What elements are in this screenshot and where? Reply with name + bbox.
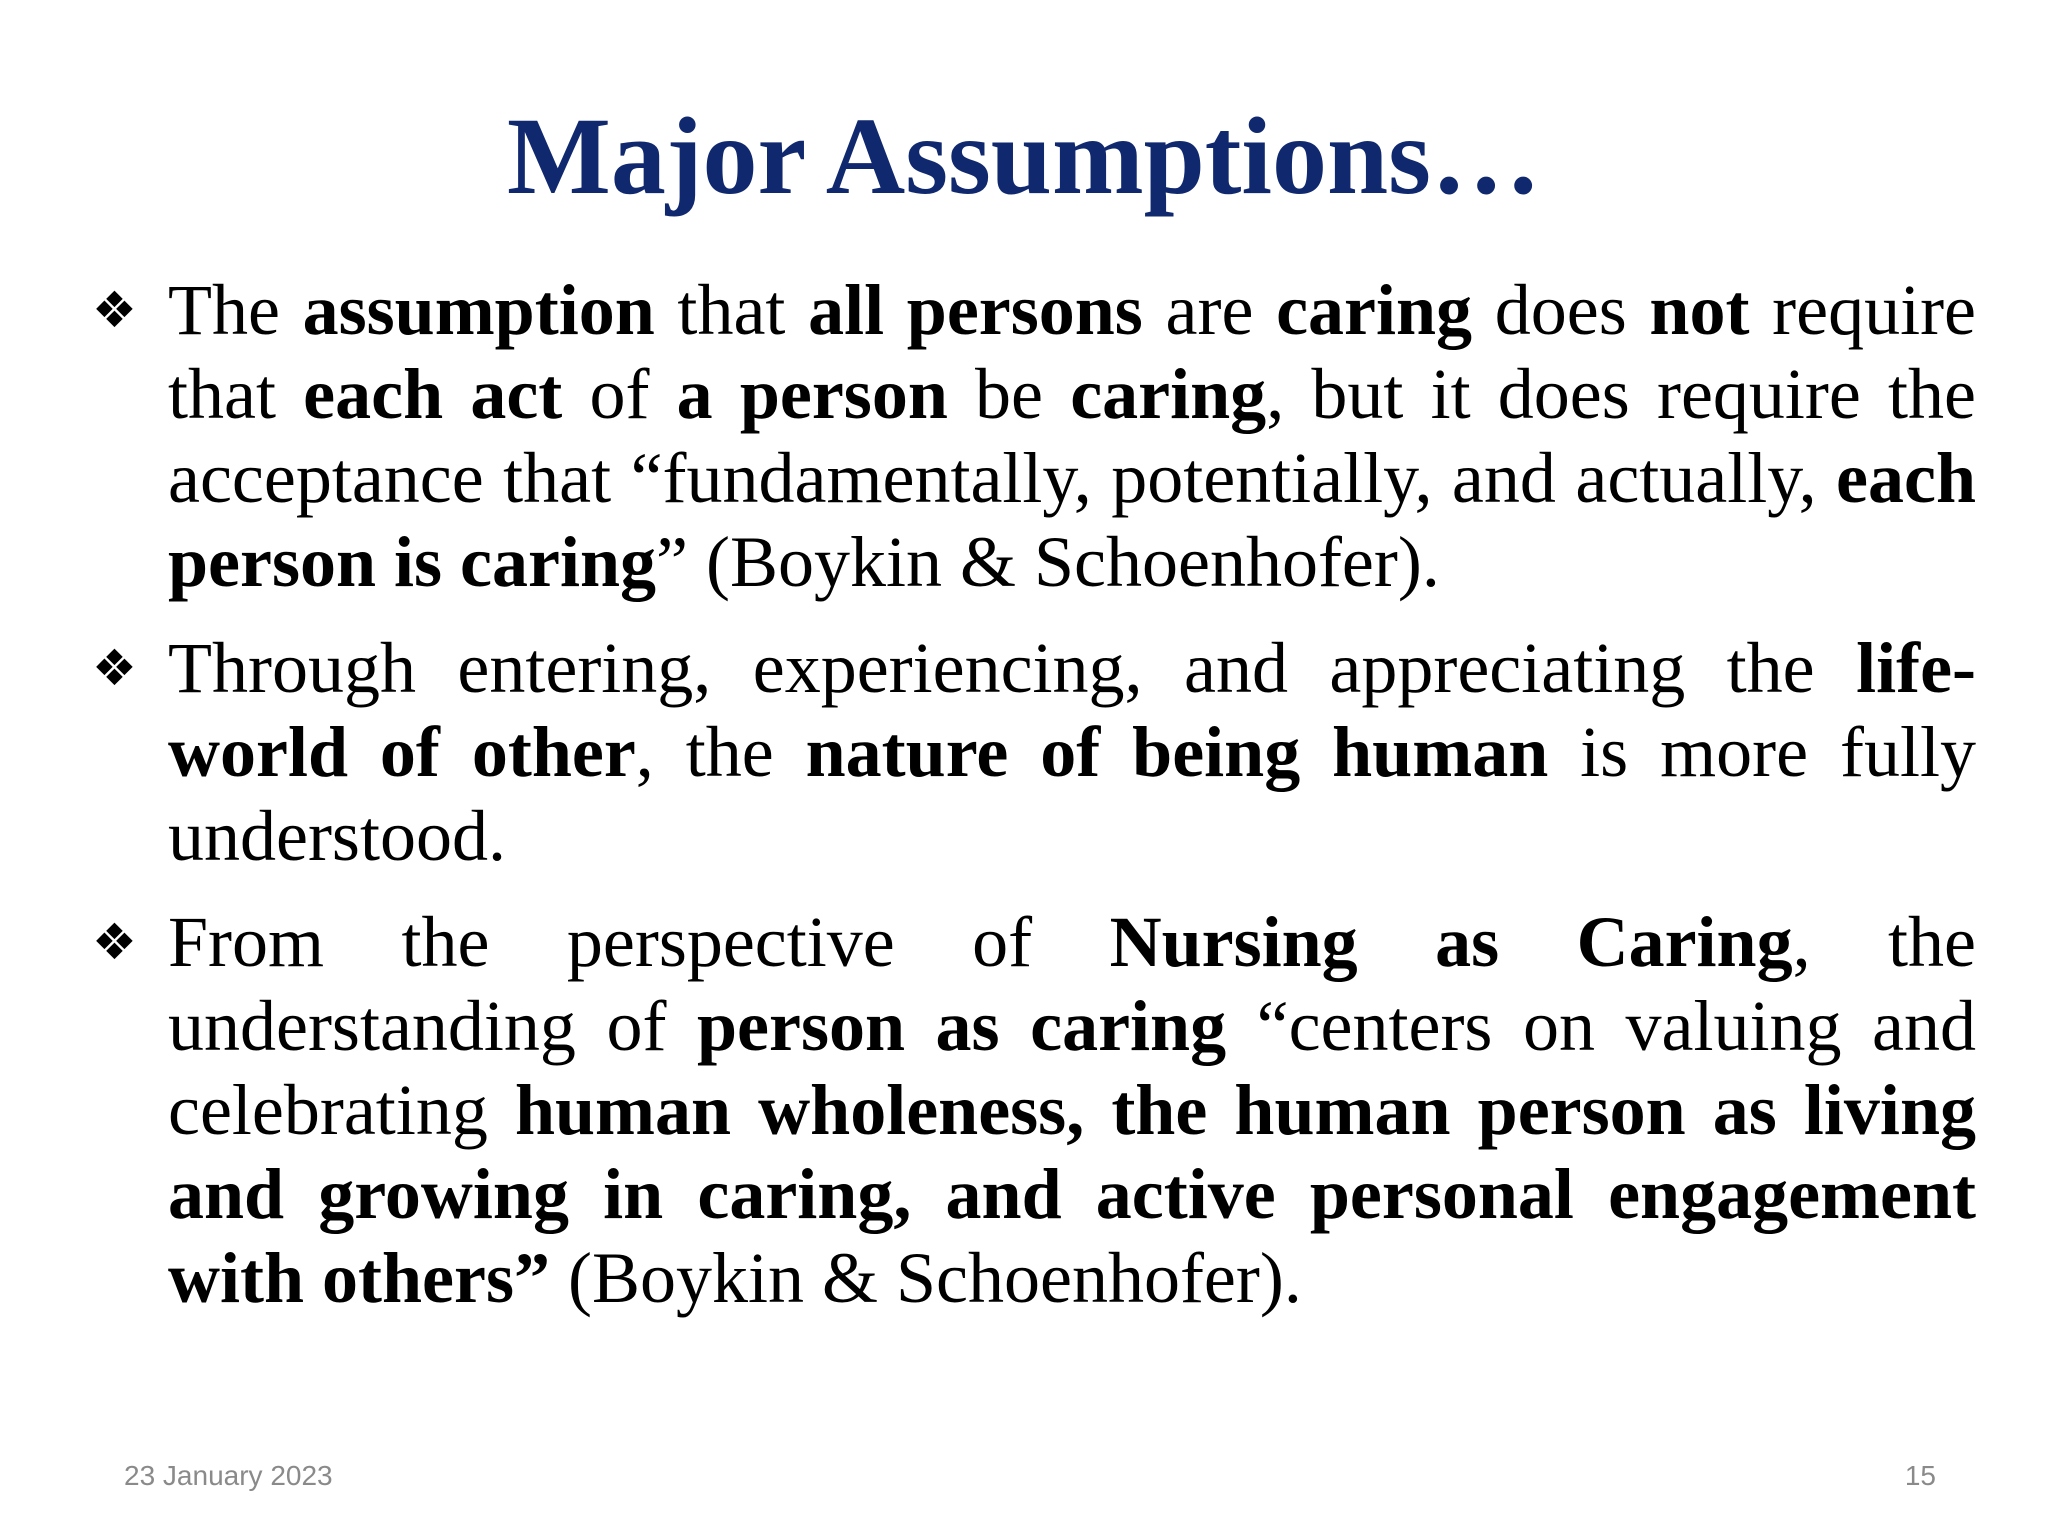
text-run: , the understanding of [168,902,1976,1066]
bullet-item-1 [92,268,1976,604]
bold-text-run: each person is caring [168,438,1976,602]
text-run: , the [635,712,806,792]
text-run: The [168,270,303,350]
text-run: require that [168,270,1977,434]
four-diamond-bullet-icon: ❖ [92,913,137,971]
text-run: ” (Boykin & Schoenhofer). [656,522,1440,602]
bold-text-run: caring [1070,354,1267,434]
text-run: does [1472,270,1650,350]
text-run: Through entering, experiencing, and appreciating the [168,628,1857,708]
bold-text-run: person as caring [696,986,1227,1066]
text-run: From the perspective of [168,902,1110,982]
bold-text-run: Nursing as Caring [1109,902,1793,982]
four-diamond-bullet-icon: ❖ [92,281,137,339]
bold-text-run: nature of being human [805,712,1549,792]
text-run: , but it does require the acceptance that “fundamentally, potentially, and actually, [168,354,1976,518]
bold-text-run: not [1649,270,1750,350]
bullet-text [168,270,1976,602]
text-run: (Boykin & Schoenhofer). [549,1238,1302,1318]
bullet-item-2 [92,626,1976,878]
bold-text-run: each act [303,354,563,434]
bold-text-run: life-world of other [168,628,1976,792]
bold-text-run: caring [1276,270,1473,350]
four-diamond-bullet-icon: ❖ [92,639,137,697]
bold-text-run: assumption [302,270,655,350]
text-run: that [654,270,809,350]
bold-text-run: human wholeness, the human person as living and growing in caring, and active personal engagement with others” [168,1070,1976,1318]
slide-number: 15 [1904,1460,1936,1491]
bullet-list [92,268,1976,1342]
text-run: is more fully understood. [168,712,1976,876]
bullet-item-3 [92,900,1976,1320]
text-run: “centers on valuing and celebrating [168,986,1976,1150]
bullet-text [168,902,1976,1318]
footer-date: 23 January 2023 [124,1460,333,1491]
bold-text-run: all persons [808,270,1143,350]
text-run: of [562,354,677,434]
slide-title: Major Assumptions… [507,95,1541,217]
text-run: be [947,354,1071,434]
bold-text-run: a person [676,354,948,434]
bullet-text [168,628,1976,876]
text-run: are [1142,270,1277,350]
